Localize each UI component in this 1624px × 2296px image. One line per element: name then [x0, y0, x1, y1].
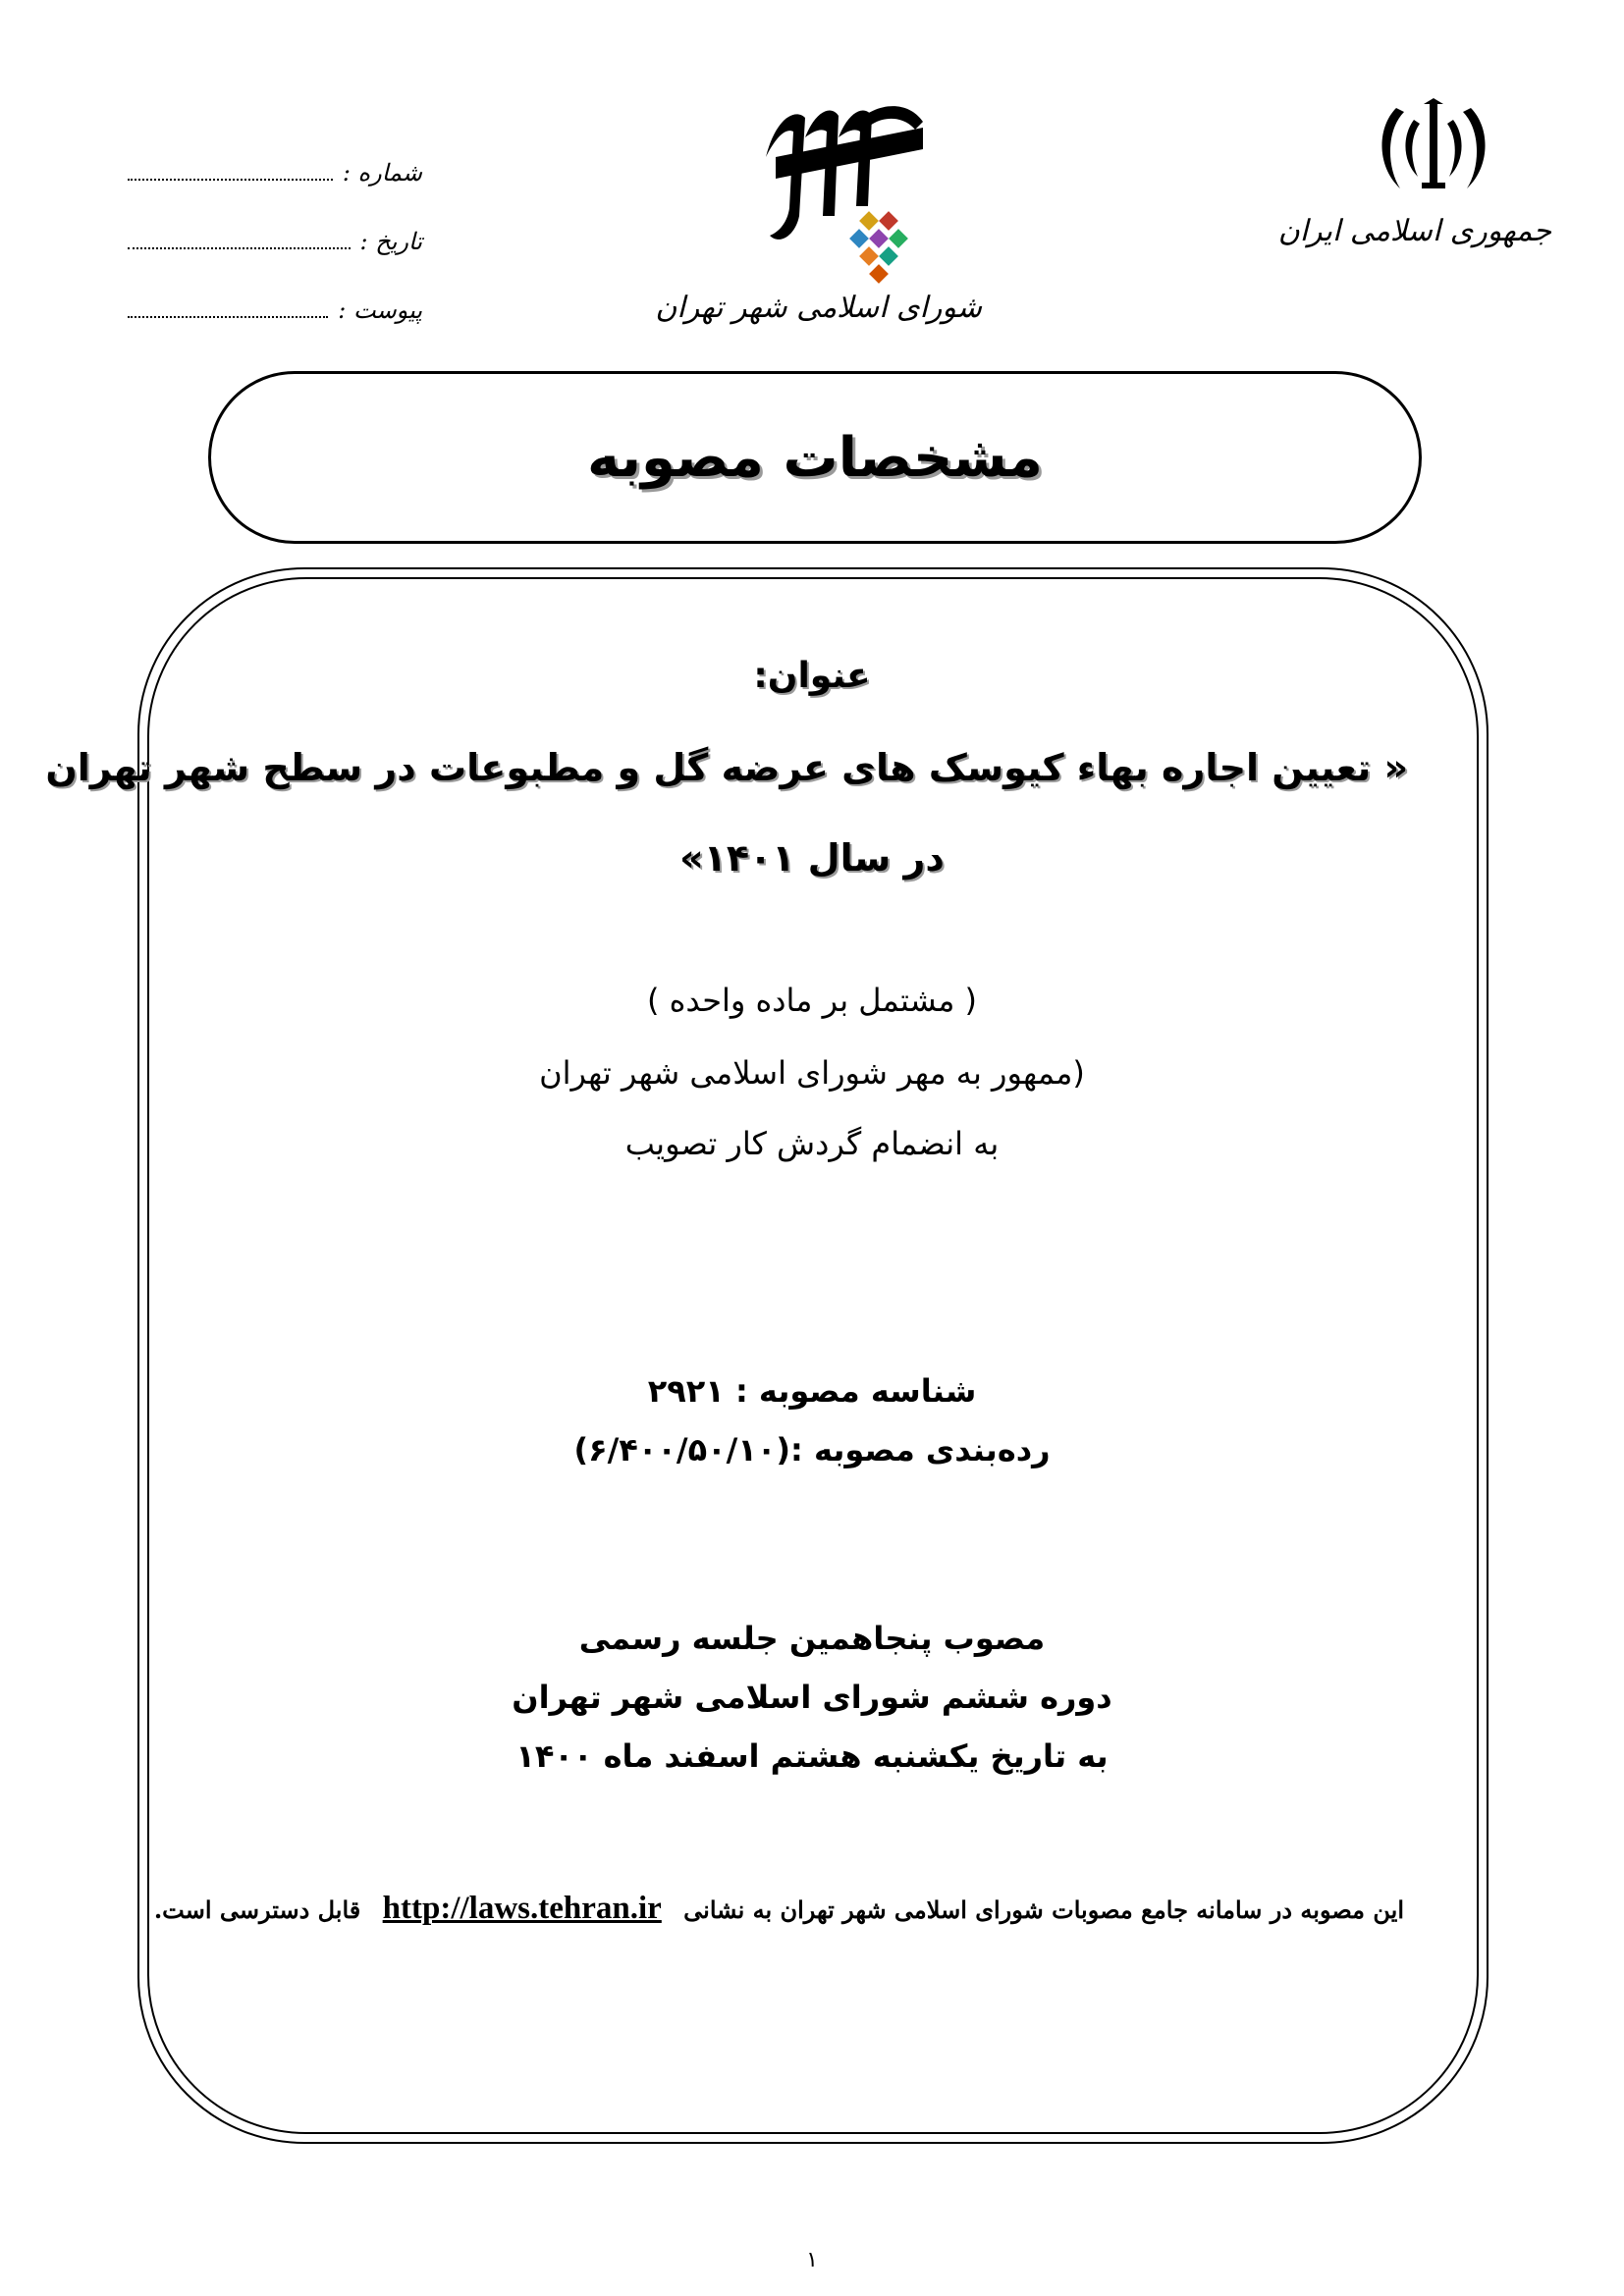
meta-line-date	[128, 246, 351, 249]
title-pill	[208, 371, 1422, 544]
subject-line-1: « تعیین اجاره بهاء کیوسک های عرضه گل و مطبوعات در سطح شهر تهران	[45, 746, 1408, 789]
page-number: ۱	[806, 2248, 818, 2272]
iran-emblem-icon	[1375, 98, 1492, 196]
session-line-1: مصوب پنجاهمین جلسه رسمی	[578, 1620, 1046, 1657]
laws-url-link[interactable]: http://laws.tehran.ir	[382, 1891, 662, 1926]
note-line-2: (ممهور به مهر شورای اسلامی شهر تهران	[539, 1054, 1085, 1092]
council-logo-block	[655, 98, 982, 353]
subject-heading: عنوان:	[753, 656, 871, 696]
note-line-1: ( مشتمل بر ماده واحده )	[646, 982, 978, 1019]
meta-line-number	[128, 178, 333, 181]
meta-row-date	[128, 187, 422, 255]
resolution-id: شناسه مصوبه : ۲۹۲۱	[647, 1372, 977, 1410]
council-caption: شورای اسلامی شهر تهران	[655, 291, 982, 325]
meta-label-attachment: پیوست :	[338, 296, 422, 324]
subject-line-2: در سال ۱۴۰۱»	[679, 836, 945, 880]
page-title: مشخصات مصوبه	[587, 425, 1043, 490]
resolution-classification: رده‌بندی مصوبه :(۶/۴۰۰/۵۰/۱۰)	[573, 1431, 1051, 1468]
access-note	[153, 1891, 1404, 1927]
iran-emblem-block	[1277, 98, 1551, 285]
session-line-3: به تاریخ یکشنبه هشتم اسفند ماه ۱۴۰۰	[515, 1737, 1109, 1775]
meta-line-attachment	[128, 315, 328, 318]
meta-row-attachment	[128, 255, 422, 324]
access-note-before: این مصوبه در سامانه جامع مصوبات شورای اسلامی شهر تهران به نشانی	[683, 1896, 1404, 1924]
meta-label-number: شماره :	[342, 159, 422, 187]
meta-fields	[128, 118, 422, 324]
note-line-3: به انضمام گردش کار تصویب	[624, 1125, 1000, 1162]
emblem-caption: جمهوری اسلامی ایران	[1277, 214, 1551, 248]
meta-label-date: تاریخ :	[359, 228, 422, 255]
access-note-after: قابل دسترسی است.	[153, 1896, 361, 1924]
session-line-2: دوره ششم شورای اسلامی شهر تهران	[512, 1679, 1112, 1716]
meta-row-number	[128, 118, 422, 187]
tehran-council-logo-icon	[736, 98, 933, 285]
